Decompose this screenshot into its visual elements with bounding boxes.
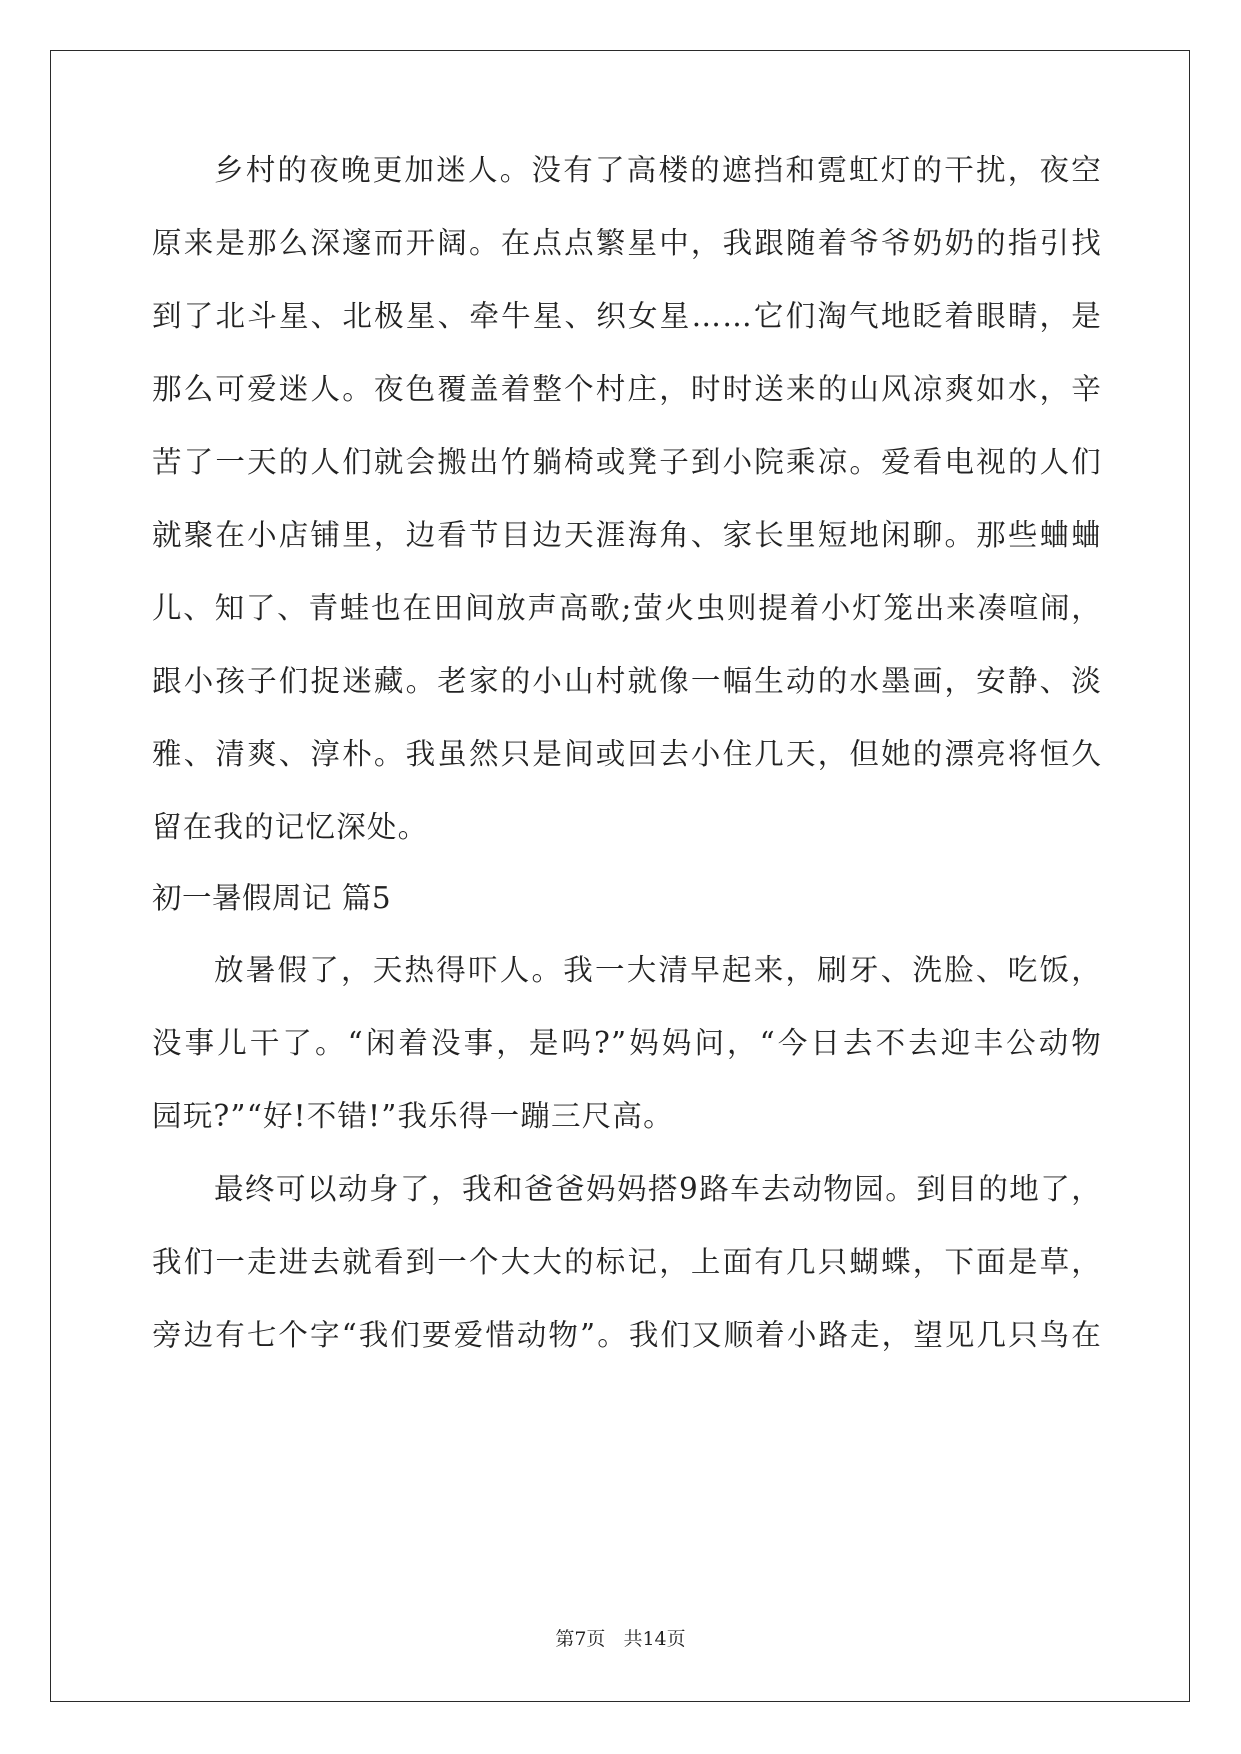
paragraph-2-line-1: 放暑假了，天热得吓人。我一大清早起来，刷牙、洗脸、吃饭， bbox=[214, 953, 1102, 987]
paragraph-1-line-10: 留在我的记忆深处。 bbox=[152, 810, 429, 844]
page-number: 第7页 bbox=[555, 1628, 606, 1650]
paragraph-3-line-1: 最终可以动身了，我和爸爸妈妈搭9路车去动物园。到目的地了， bbox=[214, 1172, 1102, 1206]
paragraph-1-line-7: 儿、知了、青蛙也在田间放声高歌;萤火虫则提着小灯笼出来凑喧闹， bbox=[152, 591, 1102, 625]
paragraph-1-line-3: 到了北斗星、北极星、牵牛星、织女星……它们淘气地眨着眼睛，是 bbox=[152, 299, 1102, 333]
paragraph-2-line-3: 园玩?”“好!不错!”我乐得一蹦三尺高。 bbox=[152, 1099, 674, 1133]
paragraph-1-line-4: 那么可爱迷人。夜色覆盖着整个村庄，时时送来的山风凉爽如水，辛 bbox=[152, 372, 1102, 406]
paragraph-1-line-8: 跟小孩子们捉迷藏。老家的小山村就像一幅生动的水墨画，安静、淡 bbox=[152, 664, 1102, 698]
page-footer bbox=[0, 1624, 1241, 1651]
paragraph-1-line-2: 原来是那么深邃而开阔。在点点繁星中，我跟随着爷爷奶奶的指引找 bbox=[152, 226, 1102, 260]
section-heading: 初一暑假周记 篇5 bbox=[152, 881, 392, 915]
paragraph-1-line-5: 苦了一天的人们就会搬出竹躺椅或凳子到小院乘凉。爱看电视的人们 bbox=[152, 445, 1102, 479]
paragraph-3-line-3: 旁边有七个字“我们要爱惜动物”。我们又顺着小路走，望见几只鸟在 bbox=[152, 1318, 1102, 1352]
paragraph-1-line-1: 乡村的夜晚更加迷人。没有了高楼的遮挡和霓虹灯的干扰，夜空 bbox=[214, 153, 1102, 187]
paragraph-1-line-9: 雅、清爽、淳朴。我虽然只是间或回去小住几天，但她的漂亮将恒久 bbox=[152, 737, 1102, 771]
page-total: 共14页 bbox=[623, 1628, 686, 1650]
paragraph-1-line-6: 就聚在小店铺里，边看节目边天涯海角、家长里短地闲聊。那些蛐蛐 bbox=[152, 518, 1102, 552]
paragraph-3-line-2: 我们一走进去就看到一个大大的标记，上面有几只蝴蝶，下面是草， bbox=[152, 1245, 1102, 1279]
paragraph-2-line-2: 没事儿干了。“闲着没事，是吗?”妈妈问，“今日去不去迎丰公动物 bbox=[152, 1026, 1102, 1060]
